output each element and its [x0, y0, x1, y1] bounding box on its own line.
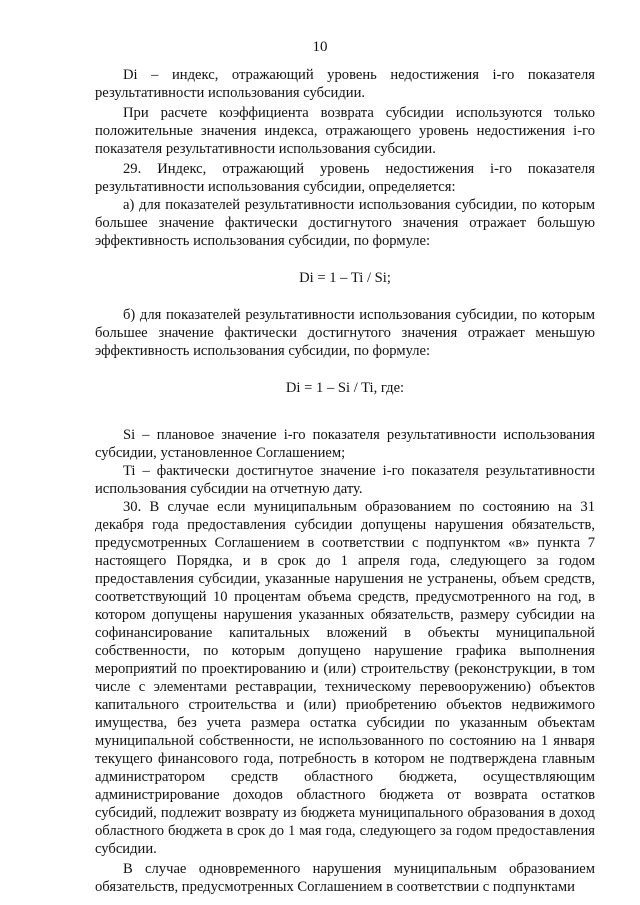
document-body — [95, 66, 595, 896]
paragraph-positive-values: При расчете коэффициента возврата субсидии используются только положительные значения индекса, отражающего уровень недостижения i-го показателя результативности использования субсидии. — [95, 105, 595, 157]
paragraph-29: 29. Индекс, отражающий уровень недостижения i-го показателя результативности использования субсидии, определяется: — [95, 161, 595, 195]
paragraph-30: 30. В случае если муниципальным образованием по состоянию на 31 декабря года предоставления субсидии допущены нарушения обязательств, предусмотренных Соглашением в соответствии с подпунктом «в» пункта 7 настоящего Порядка, и в срок до 1 апреля года, следующего за годом предоставления субсидии, указанные нарушения не устранены, объем средств, соответствующий 10 процентам объема средств, предусмотренного на год, в котором допущены нарушения указанных обязательств, размеру субсидии на софинансирование капитальных вложений в объекты муниципальной собственности, по которым допущено нарушение графика выполнения мероприятий по проектированию и (или) строительству (реконструкции, в том числе с элементами реставрации, техническому перевооружению) объектов капитального строительства и (или) приобретению объектов недвижимого имущества, без учета размера остатка субсидии по указанным объектам муниципальной собственности, не использованного по состоянию на 1 января текущего финансового года, потребность в котором не подтверждена главным администратором средств областного бюджета, осуществляющим администрирование доходов областного бюджета от возврата остатков субсидий, подлежит возврату из бюджета муниципального образования в доход областного бюджета в срок до 1 мая года, следующего за годом предоставления субсидии. — [95, 499, 595, 857]
page-number: 10 — [312, 39, 328, 55]
paragraph-29-a: а) для показателей результативности использования субсидии, по которым большее значение фактически достигнутого значения отражает большую эффективность использования субсидии, по формуле: — [95, 197, 595, 249]
paragraph-index-definition: Di – индекс, отражающий уровень недостижения i-го показателя результативности использования субсидии. — [95, 67, 595, 101]
formula-b: Di = 1 – Si / Ti, где: — [285, 380, 405, 396]
paragraph-si-definition: Si – плановое значение i-го показателя результативности использования субсидии, установленное Соглашением; — [95, 427, 595, 461]
paragraph-29-b: б) для показателей результативности использования субсидии, по которым большее значение фактически достигнутого значения отражает меньшую эффективность использования субсидии, по формуле: — [95, 307, 595, 359]
formula-a: Di = 1 – Ti / Si; — [299, 270, 391, 286]
paragraph-ti-definition: Ti – фактически достигнутое значение i-го показателя результативности использования субсидии на отчетную дату. — [95, 463, 595, 497]
paragraph-simultaneous-violation: В случае одновременного нарушения муниципальным образованием обязательств, предусмотренных Соглашением в соответствии с подпунктами — [95, 861, 595, 895]
